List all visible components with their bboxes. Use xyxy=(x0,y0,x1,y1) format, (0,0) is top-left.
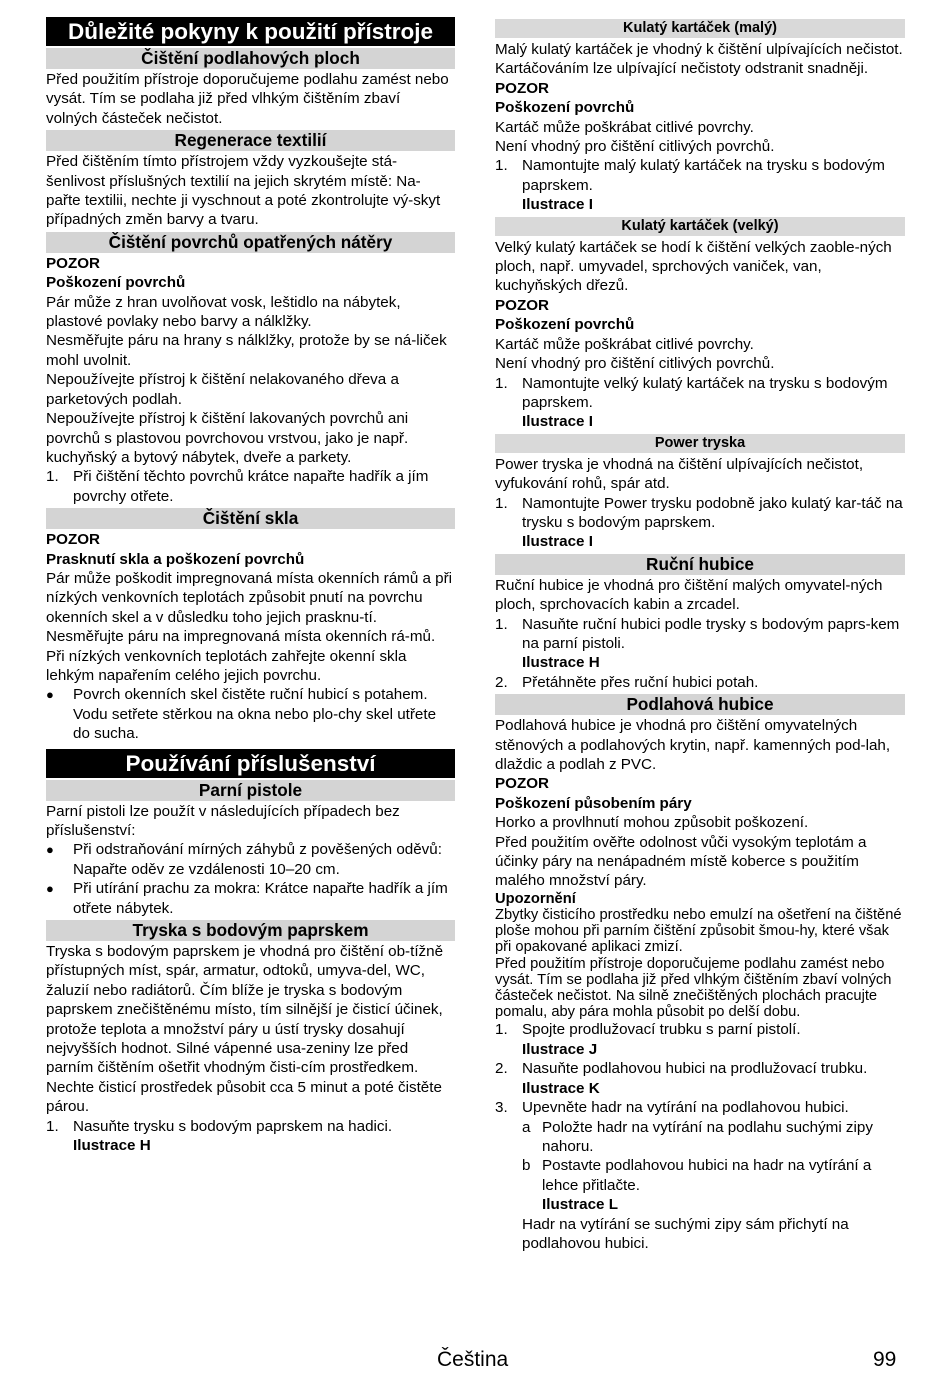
paragraph: Nepoužívejte přístroj k čištění lakovaných povrchů ani povrchů s plastovou povrchovou vrstvou, jako je např. kuchyňský a bytový nábytek, dveře a parkety. xyxy=(46,410,409,466)
footer-language: Čeština xyxy=(437,1348,509,1371)
subsection-title: Power tryska xyxy=(495,434,905,453)
note-text: Zbytky čisticího prostředku nebo emulzí na ošetření na čištěné ploše mohou při parním čištění způsobit šmou-hy, které však při opakované aplikaci zmizí. xyxy=(495,907,902,956)
subsection-title: Parní pistole xyxy=(46,780,455,801)
paragraph: Kartáč může poškrábat citlivé povrchy. xyxy=(495,118,754,136)
paragraph: Není vhodný pro čištění citlivých povrchů. xyxy=(495,138,775,156)
paragraph: Tryska s bodovým paprskem je vhodná pro čištění ob-tížně přístupných míst, spár, armatur, odtoků, umyva-del, WC, žaluzií nebo radiátorů. Čím blíže je tryska s bodovým paprskem znečištěnému místo, tím silnější je čisticí účinek, protože teplota a množství páry u ústí trysky dosahují nejvyšších hodnot. Silné vápenné usa-zeniny lze před parním čištěním ošetřit vhodným čisti-cím prostředkem. Nechte čisticí prostředek působit cca 5 minut a poté čistěte párou. xyxy=(46,943,444,1116)
paragraph: Parní pistoli lze použít v následujících případech bez příslušenství: xyxy=(46,802,400,839)
illustration-ref: Ilustrace L xyxy=(542,1196,618,1214)
subsection-title: Podlahová hubice xyxy=(495,694,905,715)
paragraph: Podlahová hubice je vhodná pro čištění omyvatelných stěnových a podlahových krytin, např. kamenných pod-lah, dlaždic a podlah z PVC. xyxy=(495,717,891,773)
bullet-icon: ● xyxy=(46,881,54,897)
subsection-title: Čištění podlahových ploch xyxy=(46,48,455,69)
note-text: Před použitím přístroje doporučujeme podlahu zamést nebo vysát. Tím se podlaha již před vlhkým čištěním zbaví volných částeček nečistot. Na silně znečištěných plochách pracujte pomalu, aby pára mohla působit po delší dobu. xyxy=(495,955,892,1021)
numbered-step xyxy=(46,467,455,506)
illustration-ref: Ilustrace I xyxy=(522,533,593,551)
numbered-step xyxy=(495,156,905,195)
step-text: Namontujte velký kulatý kartáček na trysku s bodovým paprskem. xyxy=(522,374,888,411)
paragraph: Power tryska je vhodná na čištění ulpívajících nečistot, vyfukování rohů, spár atd. xyxy=(495,455,864,493)
left-column xyxy=(46,17,455,1156)
sub-step xyxy=(495,1118,905,1157)
numbered-step xyxy=(46,1117,455,1136)
warning-title: Poškození působením páry xyxy=(495,794,692,812)
right-column xyxy=(495,17,905,1253)
step-number: 2. xyxy=(495,673,508,691)
warning-label: POZOR xyxy=(495,296,550,314)
warning-title: Poškození povrchů xyxy=(495,316,635,334)
illustration-ref: Ilustrace I xyxy=(522,413,593,431)
step-number: 1. xyxy=(46,1117,59,1135)
step-number: 1. xyxy=(495,1021,508,1039)
step-text: Nasuňte ruční hubici podle trysky s bodovým paprs-kem na parní pistoli. xyxy=(522,615,900,652)
warning-title: Prasknutí skla a poškození povrchů xyxy=(46,550,305,568)
illustration-ref: Ilustrace K xyxy=(522,1079,600,1097)
section-title: Důležité pokyny k použití přístroje xyxy=(46,17,455,46)
warning-title: Poškození povrchů xyxy=(46,274,186,292)
step-number: 1. xyxy=(495,374,508,392)
paragraph: Před použitím ověřte odolnost vůči vysokým teplotám a účinky páry na nenápadném místě koberce s použitím malého množství páry. xyxy=(495,833,867,890)
numbered-step xyxy=(495,1020,905,1039)
subsection-title: Tryska s bodovým paprskem xyxy=(46,920,455,941)
subsection-title: Čištění skla xyxy=(46,508,455,529)
step-number: 1. xyxy=(495,157,508,175)
paragraph: Není vhodný pro čištění citlivých povrchů. xyxy=(495,355,775,373)
subsection-title: Kulatý kartáček (velký) xyxy=(495,217,905,236)
paragraph: Hadr na vytírání se suchými zipy sám přichytí na podlahovou hubici. xyxy=(522,1215,849,1252)
step-number: 2. xyxy=(495,1060,508,1078)
warning-label: POZOR xyxy=(46,531,101,549)
page-number: 99 xyxy=(873,1348,897,1371)
step-number: 1. xyxy=(495,494,508,512)
paragraph: Horko a provlhnutí mohou způsobit poškození. xyxy=(495,814,809,832)
bullet-item xyxy=(46,685,455,743)
subsection-title: Regenerace textilií xyxy=(46,130,455,151)
subsection-title: Ruční hubice xyxy=(495,554,905,575)
bullet-item xyxy=(46,840,455,879)
bullet-item xyxy=(46,879,455,918)
paragraph: Pár může z hran uvolňovat vosk, leštidlo na nábytek, plastové povlaky nebo barvy a nálklžky. xyxy=(46,293,401,331)
step-number: 1. xyxy=(46,468,59,486)
paragraph: Malý kulatý kartáček je vhodný k čištění ulpívajících nečistot. Kartáčováním lze ulpívající nečistoty odstranit snadněji. xyxy=(495,41,903,78)
sub-step-letter: b xyxy=(522,1157,531,1175)
paragraph: Nesměřujte páru na hrany s nálklžky, protože by se ná-liček mohl uvolnit. xyxy=(46,332,447,369)
step-number: 3. xyxy=(495,1099,508,1117)
bullet-icon: ● xyxy=(46,842,54,858)
step-text: Namontujte malý kulatý kartáček na trysku s bodovým paprskem. xyxy=(522,157,885,194)
paragraph: Před použitím přístroje doporučujeme podlahu zamést nebo vysát. Tím se podlaha již před vlhkým čištěním zbaví volných částeček nečistot. xyxy=(46,71,449,127)
numbered-step xyxy=(495,615,905,654)
paragraph: Nepoužívejte přístroj k čištění nelakovaného dřeva a parketových podlah. xyxy=(46,371,399,408)
sub-step-text: Postavte podlahovou hubici na hadr na vytírání a lehce přitlačte. xyxy=(542,1157,872,1194)
paragraph: Při nízkých venkovních teplotách zahřejte okenní skla lehkým napařením celého jejich povrchu. xyxy=(46,647,407,684)
bullet-text: Povrch okenních skel čistěte ruční hubicí s potahem. Vodu setřete stěrkou na okna nebo plo-chy skel utřete do sucha. xyxy=(73,686,437,743)
illustration-ref: Ilustrace H xyxy=(73,1137,151,1155)
step-text: Spojte prodlužovací trubku s parní pistolí. xyxy=(522,1021,801,1039)
warning-label: POZOR xyxy=(46,254,101,272)
step-text: Upevněte hadr na vytírání na podlahovou hubici. xyxy=(522,1099,849,1117)
step-text: Namontujte Power trysku podobně jako kulatý kar-táč na trysku s bodovým paprskem. xyxy=(522,494,903,531)
illustration-ref: Ilustrace H xyxy=(522,654,600,672)
numbered-step xyxy=(495,1098,905,1117)
paragraph: Před čištěním tímto přístrojem vždy vyzkoušejte stá-šenlivost příslušných textilií na jejich skrytém místě: Na-pařte textilii, nechte ji vyschnout a poté zkontrolujte vý-skyt případných změn barvy a tvaru. xyxy=(46,153,441,229)
warning-label: POZOR xyxy=(495,79,550,97)
paragraph: Ruční hubice je vhodná pro čištění malých omyvatel-ných ploch, sprchovacích kabin a zrcadel. xyxy=(495,576,883,614)
paragraph: Nesměřujte páru na impregnovaná místa okenních rá-mů. xyxy=(46,628,436,646)
numbered-step xyxy=(495,673,905,692)
step-text: Při čištění těchto povrchů krátce napařte hadřík a jím povrchy otřete. xyxy=(73,468,429,505)
numbered-step xyxy=(495,494,905,533)
sub-step-text: Položte hadr na vytírání na podlahu suchými zipy nahoru. xyxy=(542,1118,873,1155)
step-text: Přetáhněte přes ruční hubici potah. xyxy=(522,673,759,691)
step-text: Nasuňte podlahovou hubici na prodlužovací trubku. xyxy=(522,1060,868,1078)
subsection-title: Čištění povrchů opatřených nátěry xyxy=(46,232,455,253)
section-title: Používání příslušenství xyxy=(46,749,455,778)
step-number: 1. xyxy=(495,615,508,633)
paragraph: Kartáč může poškrábat citlivé povrchy. xyxy=(495,335,754,353)
numbered-step xyxy=(495,1059,905,1078)
note-label: Upozornění xyxy=(495,890,576,907)
step-text: Nasuňte trysku s bodovým paprskem na hadici. xyxy=(73,1117,393,1135)
bullet-icon: ● xyxy=(46,687,54,703)
warning-title: Poškození povrchů xyxy=(495,99,635,117)
illustration-ref: Ilustrace J xyxy=(522,1040,598,1058)
sub-step-letter: a xyxy=(522,1118,531,1136)
warning-label: POZOR xyxy=(495,775,550,793)
paragraph: Pár může poškodit impregnovaná místa okenních rámů a při nízkých venkovních teplotách způsobit pnutí na povrchu okenních skel a v důsledku toho jejich prasknu-tí. xyxy=(46,569,453,626)
numbered-step xyxy=(495,374,905,413)
bullet-text: Při utírání prachu za mokra: Krátce napařte hadřík a jím otřete nábytek. xyxy=(73,880,448,917)
sub-step xyxy=(495,1156,905,1195)
illustration-ref: Ilustrace I xyxy=(522,196,593,214)
paragraph: Velký kulatý kartáček se hodí k čištění velkých zaoble-ných ploch, např. umyvadel, sprchových vaniček, van, kuchyňských dřezů. xyxy=(495,238,892,295)
subsection-title: Kulatý kartáček (malý) xyxy=(495,19,905,38)
bullet-text: Při odstraňování mírných záhybů z pověšených oděvů: Napařte oděv ze vzdálenosti 10–20 cm. xyxy=(73,841,442,878)
